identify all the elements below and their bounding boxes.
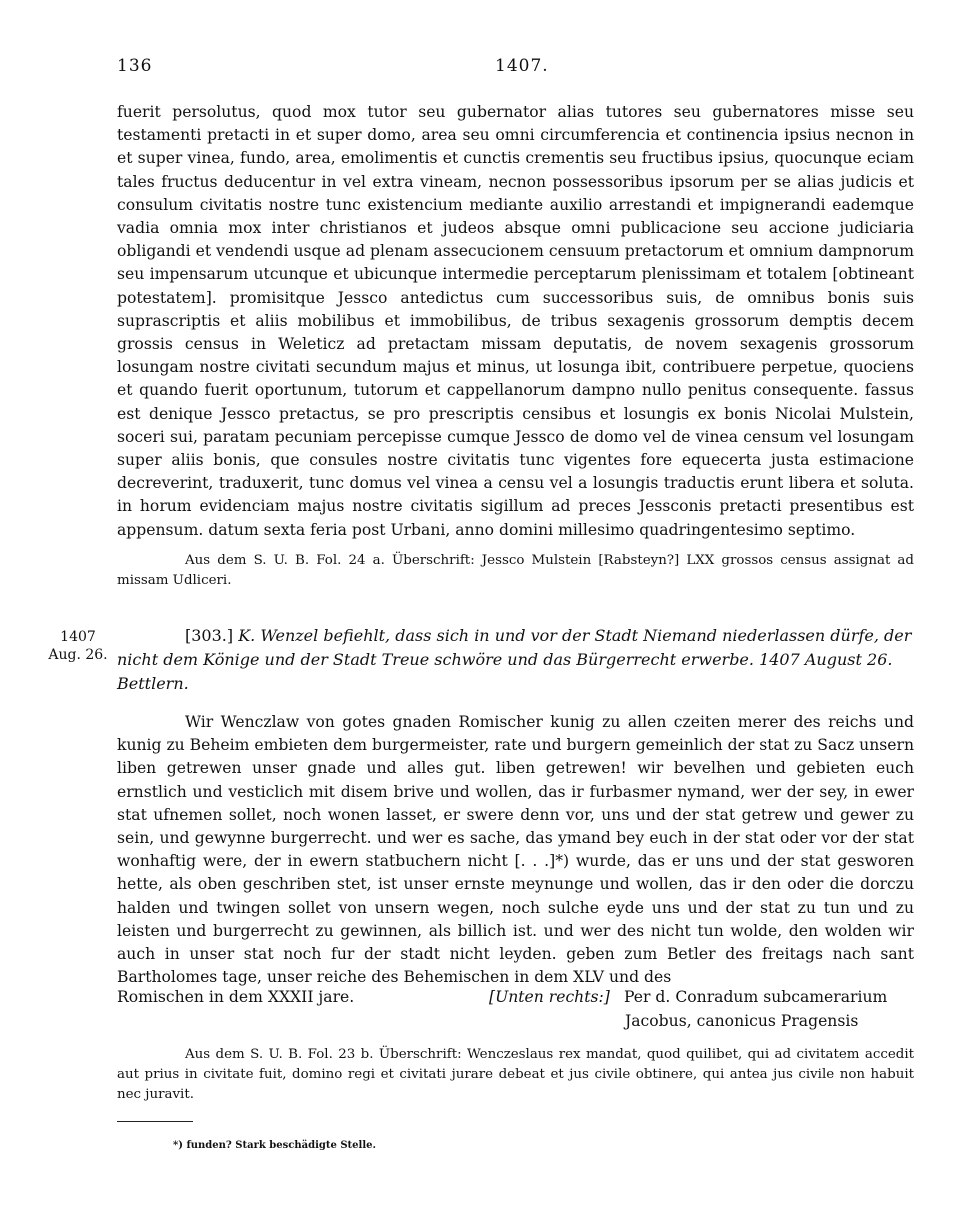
- document-1-source-note: [117, 551, 914, 591]
- closing-scribe: Jacobus, canonicus Pragensis: [625, 1012, 859, 1030]
- document-2-heading: [117, 624, 914, 696]
- closing-chancery-note: Per d. Conradum subcamerarium: [624, 988, 888, 1006]
- source-note-text: Aus dem S. U. B. Fol. 23 b. Überschrift: Wenczeslaus rex mandat, quod quilibet, qui ad civitatem accedit aut prius in civitate fuit, domino regi et civitati jurare debeat et jus civile obtinere, qui antea jus civile non habuit nec juravit.: [117, 1047, 914, 1102]
- document-2-paragraph: Wir Wenczlaw von gotes gnaden Romischer kunig zu allen czeiten merer des reichs und kunig zu Beheim embieten dem burgermeister, rate und burgern gemeinlich der stat zu Sacz unsern liben getrewen unser gnade und alles gut. liben getrewen! wir bevelhen und gebieten euch ernstlich und vesticlich mit disem brive und wollen, das ir furbasmer nymand, wer der sey, in ewer stat ufnemen sollet, noch wonen lasset, er swere denn vor, uns und der stat getrew und gewer zu sein, und gewynne burgerrecht. und wer es sache, das ymand bey euch in der stat oder vor der stat wonhaftig were, der in ewern statbuchern nicht [. . .]*) wurde, das er uns und der stat gesworen hette, als oben geschriben stet, ist unser ernste meynunge und wollen, das ir den oder die dorczu halden und twingen sollet von unsern wegen, noch sulche eyde uns und der stat zu tun und zu leisten und burgerrecht zu gewinnen, als billich ist. und wer des nicht tun wolde, den wolden wir auch in unser stat noch fur der stadt nicht leyden. geben zum Betler des freitags nach sant Bartholomes tage, unser reiche des Behemischen in dem XLV und des: [117, 713, 914, 987]
- document-2-text: [117, 711, 914, 989]
- document-2-closing: [117, 985, 914, 1033]
- footnote-rule: [117, 1121, 193, 1122]
- closing-editorial-note: [Unten rechts:]: [489, 988, 610, 1006]
- footnote: *) funden? Stark beschädigte Stelle.: [173, 1140, 376, 1151]
- margin-day: Aug. 26.: [48, 647, 108, 663]
- document-1-text: [117, 101, 914, 542]
- margin-date: [48, 628, 108, 664]
- document-regest: K. Wenzel befiehlt, dass sich in und vor der Stadt Niemand niederlassen dürfe, der nicht dem Könige und der Stadt Treue schwöre und das Bürgerrecht erwerbe. 1407 August 26. Bettlern.: [117, 626, 912, 693]
- document-2-source-note: [117, 1045, 914, 1105]
- document-1-paragraph: fuerit persolutus, quod mox tutor seu gubernator alias tutores seu gubernatores misse seu testamenti pretacti in et super domo, area seu omni circumferencia et continencia ipsius necnon in et super vinea, fundo, area, emolimentis et cunctis crementis seu fructibus ipsius, quocunque eciam tales fructus deducentur in vel extra vineam, necnon possessoribus ipsorum per se alias judicis et consulum civitatis nostre tunc existencium mediante auxilio arrestandi et impignerandi eademque vadia omnia mox inter christianos et judeos absque omni publicacione seu accione judiciaria obligandi et vendendi usque ad plenam assecucionem censuum pretactorum et omnium dampnorum seu impensarum utcunque et ubicunque intermedie perceptarum plenissimam et totalem [obtineant potestatem]. promisitque Jessco antedictus cum successoribus suis, de omnibus bonis suis suprascriptis et aliis mobilibus et immobilibus, de tribus sexagenis grossorum demptis decem grossis census in Weleticz ad pretactam missam deputatis, de novem sexagenis grossorum losungam nostre civitati secundum majus et minus, ut losunga ibit, contribuere perpetue, quociens et quando fuerit oportunum, tutorum et cappellanorum dampno nullo penitus consequente. fassus est denique Jessco pretactus, se pro prescriptis censibus et losungis ex bonis Nicolai Mulstein, soceri sui, paratam pecuniam percepisse cumque Jessco de domo vel de vinea censum vel losungam super aliis bonis, que consules nostre civitatis tunc vigentes fore equecerta justa estimacione decreverint, traduxerit, tunc domus vel vinea a censu vel a losungis traductis erunt libera et soluta. in horum evidenciam majus nostre civitatis sigillum ad preces Jessconis pretacti presentibus est appensum. datum sexta feria post Urbani, anno domini millesimo quadringentesimo septimo.: [117, 103, 914, 539]
- margin-year: 1407: [60, 629, 96, 645]
- page-number: 136: [117, 56, 153, 76]
- running-head: 1407.: [495, 56, 549, 76]
- closing-dating: Romischen in dem XXXII jare.: [117, 988, 355, 1006]
- closing-row: [117, 985, 914, 1009]
- source-note-text: Aus dem S. U. B. Fol. 24 a. Überschrift: Jessco Mulstein [Rabsteyn?] LXX grossos census assignat ad missam Udliceri.: [117, 553, 914, 588]
- document-number: [303.]: [185, 626, 234, 645]
